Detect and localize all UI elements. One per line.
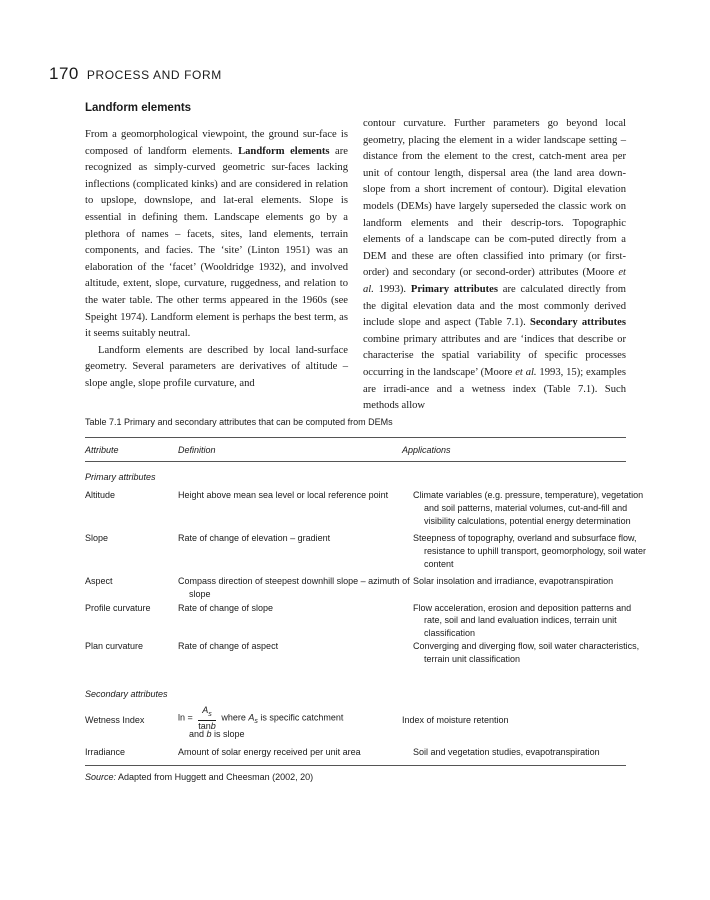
text-run: are calculated directly from the digital elevation data and the most commonly derived include slope and aspect (Table 7.1). xyxy=(363,283,626,329)
cell-applications: Flow acceleration, erosion and deposition patterns and rate, soil and land evaluation indices, terrain unit classification xyxy=(413,602,632,639)
table-caption: Table 7.1 Primary and secondary attributes that can be computed from DEMs xyxy=(85,417,393,427)
text-run: are recognized as simply-curved geometric sur-faces lacking inflections (complicated kinks) and are considered in relation to upslope, downslope, and lat-eral elements. Slope is essential in defining them. Landscape elements go by a plethora of names – facets, sites, land elements, terrain components, and facies. The ‘site’ (Linton 1951) was an elaboration of the ‘facet’ (Wooldridge 1932), and involved altitude, extent, slope, curvature, ruggedness, and relation to the water table. The other terms appeared in the 1960s (see Speight 1974). Landform element is perhaps the best term, as it seems suitably neutral. xyxy=(85,145,348,340)
paragraph xyxy=(363,116,626,415)
paragraph: Landform elements are described by local land-surface geometry. Several parameters are derivatives of altitude – slope angle, slope profile curvature, and xyxy=(85,344,348,389)
math-symbol: b xyxy=(206,728,212,739)
cell-applications: Steepness of topography, overland and subsurface flow, resistance to uphill transport, geomorphology, soil water content xyxy=(413,533,646,569)
cell-definition: Height above mean sea level or local reference point xyxy=(178,490,389,501)
table-row xyxy=(85,532,646,570)
table-row xyxy=(85,575,626,600)
table-rule-bottom xyxy=(85,765,626,766)
source-label: Source: xyxy=(85,772,117,783)
table-row xyxy=(85,602,632,640)
table-row xyxy=(85,489,644,527)
table-source xyxy=(85,771,626,784)
header-definition: Definition xyxy=(178,444,216,455)
right-column xyxy=(363,116,626,415)
ln-operator: ln = xyxy=(178,712,193,723)
paragraph xyxy=(85,127,348,343)
text-run-italic: et al. xyxy=(515,366,537,378)
header-attribute: Attribute xyxy=(85,444,119,455)
math-symbol: A xyxy=(248,712,255,723)
cell-applications: Soil and vegetation studies, evapotranspiration xyxy=(413,747,600,758)
cell-attribute: Irradiance xyxy=(85,747,126,758)
fraction-numerator xyxy=(198,705,216,721)
page-number: 170 xyxy=(49,64,79,83)
numerator-symbol: A xyxy=(202,704,209,715)
denominator-text: tan xyxy=(198,720,211,731)
denominator-symbol: b xyxy=(210,720,216,731)
text-run: 1993). xyxy=(373,283,411,295)
attributes-table xyxy=(85,416,646,784)
cell-definition: Rate of change of elevation – gradient xyxy=(178,533,331,544)
cell-attribute: Wetness Index xyxy=(85,714,145,725)
key-term: Primary attributes xyxy=(410,283,499,295)
running-head xyxy=(49,64,222,84)
header-applications: Applications xyxy=(402,444,451,455)
secondary-attributes-label: Secondary attributes xyxy=(85,689,168,700)
table-row xyxy=(85,640,640,665)
cell-attribute: Profile curvature xyxy=(85,602,151,613)
text-run: is slope xyxy=(211,728,245,739)
text-run: combine primary attributes and are ‘indices that describe or characterise the spatial variability of specific processes occurring in the landscape’ (Moore xyxy=(363,333,626,378)
text-run: contour curvature. Further parameters go beyond local geometry, placing the element in a wider landscape setting – distance from the element to the crest, catch-ment area per unit of contour length, dispersal area (the land area down-slope from a short increment of contour). Digital elevation models (DEMs) have largely superseded the classic work on landform elements and their descrip-tors. Topographic elements of a landscape can be com-puted directly from a DEM and these are often classified into primary (or first-order) and secondary (or second-order) attributes (Moore xyxy=(363,118,626,279)
cell-applications: Converging and diverging flow, soil water characteristics, terrain unit classification xyxy=(413,640,640,664)
left-column xyxy=(85,100,348,393)
cell-attribute: Plan curvature xyxy=(85,640,144,651)
cell-definition: Rate of change of aspect xyxy=(178,640,279,651)
text-run: 1993, 15); examples are irradi-ance and a wetness index (Table 7.1). Such methods allow xyxy=(363,366,626,412)
text-run: where xyxy=(221,712,249,723)
cell-applications: Climate variables (e.g. pressure, temperature), vegetation and soil patterns, material volumes, cut-and-fill and visibility calculations, potential energy determination xyxy=(413,490,644,526)
text-run: From a geomorphological viewpoint, the ground sur-face is composed of landform elements. xyxy=(85,129,348,157)
cell-attribute: Slope xyxy=(85,533,109,544)
cell-definition: Compass direction of steepest downhill slope – azimuth of slope xyxy=(178,576,410,600)
cell-applications: Solar insolation and irradiance, evapotranspiration xyxy=(413,576,614,587)
table-header-row xyxy=(85,438,626,462)
cell-attribute: Aspect xyxy=(85,576,113,587)
running-head-title: PROCESS AND FORM xyxy=(86,68,222,82)
table-rule-header xyxy=(85,461,626,462)
math-subscript: s xyxy=(254,718,258,726)
table-row xyxy=(85,746,626,759)
cell-applications: Index of moisture retention xyxy=(402,714,509,725)
key-term: Secondary attributes xyxy=(529,317,626,329)
cell-attribute: Altitude xyxy=(85,490,116,501)
table-row xyxy=(85,705,626,741)
key-term: Landform elements xyxy=(238,145,330,157)
section-heading: Landform elements xyxy=(85,102,192,114)
fraction xyxy=(198,705,216,731)
text-run: is specific catchment xyxy=(257,712,344,723)
source-text: Adapted from Huggett and Cheesman (2002, 20) xyxy=(116,772,314,783)
text-run-italic: et al. xyxy=(363,267,626,295)
primary-attributes-label: Primary attributes xyxy=(85,472,156,483)
cell-definition xyxy=(178,705,402,741)
text-run: and xyxy=(189,728,207,739)
numerator-subscript: s xyxy=(208,710,212,718)
cell-definition: Rate of change of slope xyxy=(178,602,274,613)
cell-definition: Amount of solar energy received per unit area xyxy=(178,747,361,758)
